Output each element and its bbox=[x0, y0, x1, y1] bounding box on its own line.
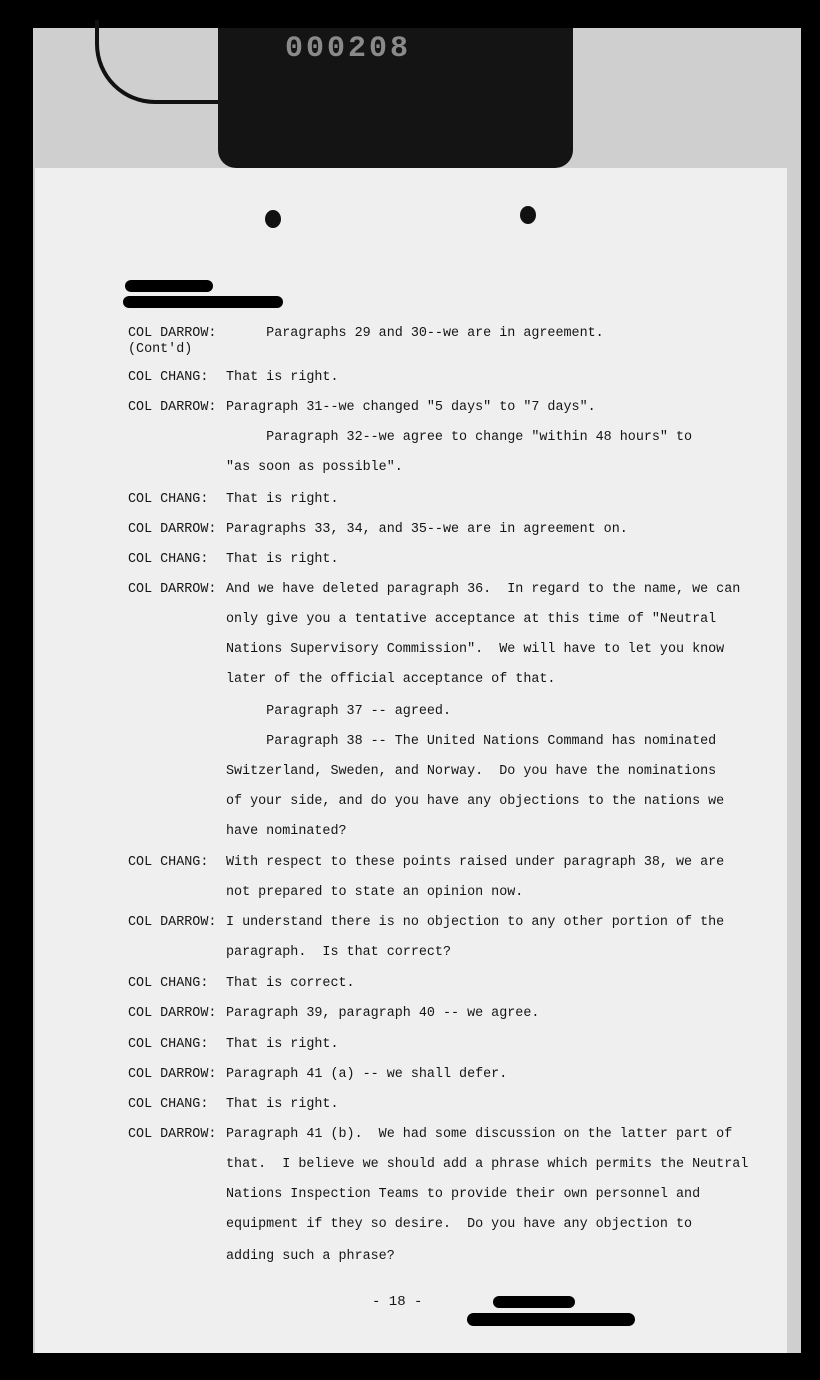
speaker-label: COL CHANG: bbox=[128, 855, 209, 870]
redaction-mark bbox=[493, 1296, 575, 1308]
punch-hole bbox=[265, 210, 281, 228]
speech-line: Paragraph 38 -- The United Nations Command has nominated bbox=[226, 734, 717, 749]
speaker-label: COL DARROW: bbox=[128, 522, 217, 537]
speech-line: That is right. bbox=[226, 552, 339, 567]
speech-line: adding such a phrase? bbox=[226, 1249, 395, 1264]
speaker-label: COL CHANG: bbox=[128, 976, 209, 991]
speaker-label: COL CHANG: bbox=[128, 1097, 209, 1112]
speaker-label: COL CHANG: bbox=[128, 492, 209, 507]
speech-line: Paragraph 31--we changed "5 days" to "7 days". bbox=[226, 400, 596, 415]
speaker-label: COL DARROW: bbox=[128, 1067, 217, 1082]
frame-counter: 000208 bbox=[285, 32, 412, 66]
speech-line: Paragraph 32--we agree to change "within 48 hours" to bbox=[226, 430, 693, 445]
speech-line: "as soon as possible". bbox=[226, 460, 403, 475]
speech-line: With respect to these points raised under paragraph 38, we are bbox=[226, 855, 725, 870]
speech-line: that. I believe we should add a phrase which permits the Neutral bbox=[226, 1157, 749, 1172]
speaker-label: COL DARROW: bbox=[128, 400, 217, 415]
speaker-label: COL CHANG: bbox=[128, 1037, 209, 1052]
speech-line: That is right. bbox=[226, 1097, 339, 1112]
speaker-label: COL DARROW: bbox=[128, 1006, 217, 1021]
speaker-label: COL DARROW: bbox=[128, 915, 217, 930]
speech-line: That is right. bbox=[226, 370, 339, 385]
speech-line: later of the official acceptance of that. bbox=[226, 672, 556, 687]
speaker-label: COL DARROW: bbox=[128, 326, 217, 341]
speech-line: Paragraph 39, paragraph 40 -- we agree. bbox=[226, 1006, 540, 1021]
speech-line: of your side, and do you have any objections to the nations we bbox=[226, 794, 725, 809]
speech-line: Paragraph 37 -- agreed. bbox=[226, 704, 451, 719]
speech-line: Paragraph 41 (b). We had some discussion on the latter part of bbox=[226, 1127, 733, 1142]
speech-line: And we have deleted paragraph 36. In regard to the name, we can bbox=[226, 582, 741, 597]
page-number: - 18 - bbox=[372, 1294, 423, 1310]
redaction-mark bbox=[467, 1313, 635, 1326]
redaction-mark bbox=[123, 296, 283, 308]
speech-line: Switzerland, Sweden, and Norway. Do you have the nominations bbox=[226, 764, 717, 779]
speech-line: That is right. bbox=[226, 492, 339, 507]
speaker-label: COL CHANG: bbox=[128, 370, 209, 385]
continued-label: (Cont'd) bbox=[128, 342, 193, 357]
speech-line: only give you a tentative acceptance at this time of "Neutral bbox=[226, 612, 717, 627]
redaction-mark bbox=[125, 280, 213, 292]
speaker-label: COL CHANG: bbox=[128, 552, 209, 567]
speech-line: Nations Supervisory Commission". We will have to let you know bbox=[226, 642, 725, 657]
speaker-label: COL DARROW: bbox=[128, 582, 217, 597]
speech-line: Paragraphs 29 and 30--we are in agreement. bbox=[226, 326, 604, 341]
punch-hole bbox=[520, 206, 536, 224]
speech-line: That is correct. bbox=[226, 976, 355, 991]
speech-line: not prepared to state an opinion now. bbox=[226, 885, 524, 900]
speech-line: paragraph. Is that correct? bbox=[226, 945, 451, 960]
speech-line: Nations Inspection Teams to provide their own personnel and bbox=[226, 1187, 701, 1202]
speech-line: Paragraphs 33, 34, and 35--we are in agreement on. bbox=[226, 522, 628, 537]
speech-line: have nominated? bbox=[226, 824, 347, 839]
speech-line: That is right. bbox=[226, 1037, 339, 1052]
speech-line: I understand there is no objection to any other portion of the bbox=[226, 915, 725, 930]
speech-line: Paragraph 41 (a) -- we shall defer. bbox=[226, 1067, 508, 1082]
speech-line: equipment if they so desire. Do you have any objection to bbox=[226, 1217, 693, 1232]
speaker-label: COL DARROW: bbox=[128, 1127, 217, 1142]
